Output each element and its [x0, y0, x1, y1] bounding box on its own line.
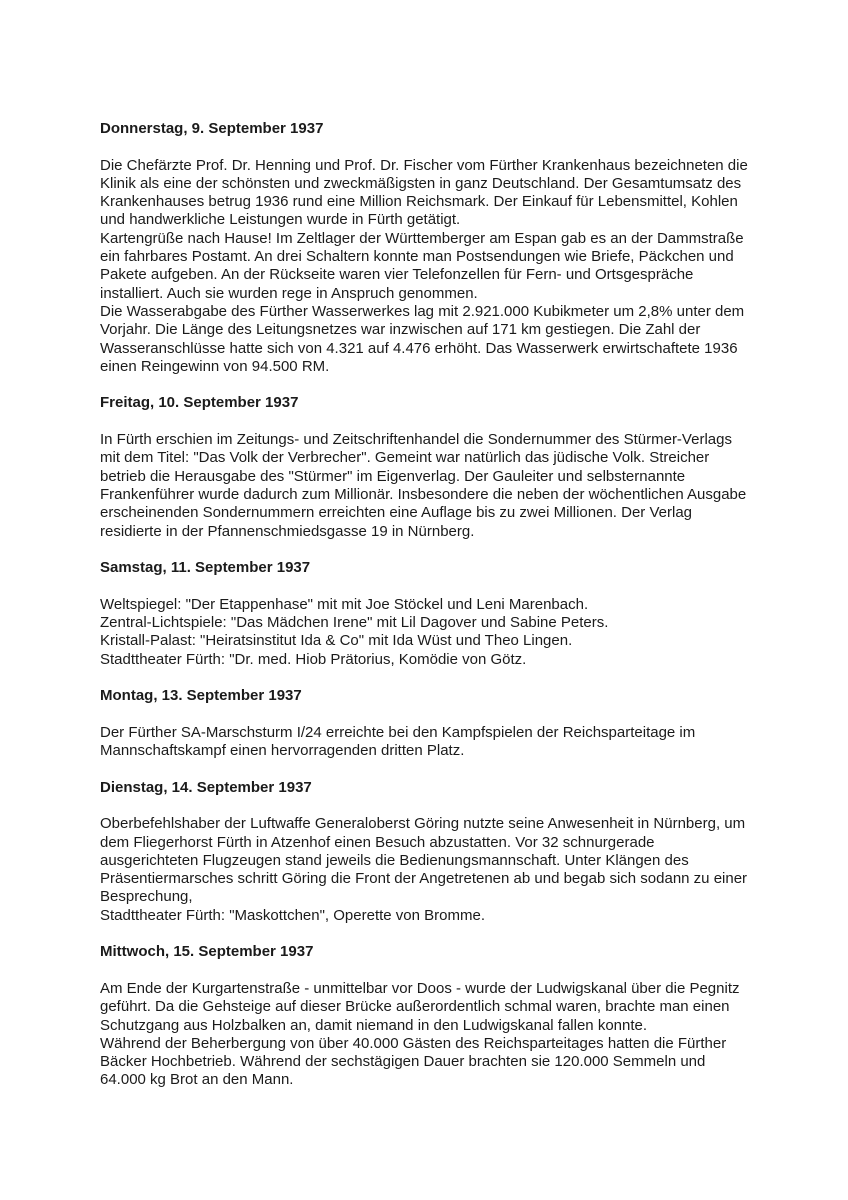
entry-paragraph: Der Fürther SA-Marschsturm I/24 erreichte bei den Kampfspielen der Reichsparteitage im Mannschaftskampf einen hervorragenden dritten Platz.	[100, 723, 696, 760]
entry-date-heading: Samstag, 11. September 1937	[100, 559, 311, 577]
entry-paragraph: Zentral-Lichtspiele: "Das Mädchen Irene" mit Lil Dagover und Sabine Peters.	[100, 614, 609, 632]
entry-paragraph: In Fürth erschien im Zeitungs- und Zeitschriftenhandel die Sondernummer des Stürmer-Verlags mit dem Titel: "Das Volk der Verbrecher". Gemeint war natürlich das jüdische Volk. Streicher betrieb die Herausgabe des "Stürmer" im Eigenverlag. Der Gauleiter und selbsternannte Frankenführer wurde dadurch zum Millionär. Insbesondere die neben der wöchentlichen Ausgabe erscheinenden Sondernummern erreichten eine Auflage bis zu zwei Millionen. Der Verlag residierte in der Pfannenschmiedsgasse 19 in Nürnberg.	[100, 431, 747, 540]
diary-entry-1937-09-11	[100, 559, 748, 669]
entry-paragraph: Am Ende der Kurgartenstraße - unmittelbar vor Doos - wurde der Ludwigskanal über die Pegnitz geführt. Da die Gehsteige auf dieser Brücke außerordentlich schmal waren, brachte man einen Schutzgang aus Holzbalken an, damit niemand in den Ludwigskanal fallen konnte.	[100, 979, 740, 1034]
diary-entry-1937-09-13	[100, 687, 748, 760]
entry-paragraph: Stadttheater Fürth: "Maskottchen", Operette von Bromme.	[100, 906, 485, 924]
entry-date-heading: Donnerstag, 9. September 1937	[100, 120, 324, 137]
diary-entry-1937-09-10	[100, 394, 748, 540]
entry-paragraph: Kristall-Palast: "Heiratsinstitut Ida & Co" mit Ida Wüst und Theo Lingen.	[100, 632, 573, 650]
entry-paragraph: Die Chefärzte Prof. Dr. Henning und Prof. Dr. Fischer vom Fürther Krankenhaus bezeichneten die Klinik als eine der schönsten und zweckmäßigsten in ganz Deutschland. Der Gesamtumsatz des Krankenhauses betrug 1936 rund eine Million Reichsmark. Der Einkauf für Lebensmittel, Kohlen und handwerkliche Leistungen wurde in Fürth getätigt.	[100, 156, 748, 229]
entry-paragraph: Oberbefehlshaber der Luftwaffe Generaloberst Göring nutzte seine Anwesenheit in Nürnberg, um dem Fliegerhorst Fürth in Atzenhof einen Besuch abzustatten. Vor 32 schnurgerade ausgerichteten Flugzeugen stand jeweils die Bedienungsmannschaft. Unter Klängen des Präsentiermarsches schritt Göring die Front der Angetretenen ab und begab sich sodann zu einer Besprechung,	[100, 815, 748, 906]
entry-date-heading: Freitag, 10. September 1937	[100, 394, 299, 412]
entry-paragraph: Die Wasserabgabe des Fürther Wasserwerkes lag mit 2.921.000 Kubikmeter um 2,8% unter dem Vorjahr. Die Länge des Leitungsnetzes war inzwischen auf 171 km gestiegen. Die Zahl der Wasseranschlüsse hatte sich von 4.321 auf 4.476 erhöht. Das Wasserwerk erwirtschaftete 1936 einen Reingewinn von 94.500 RM.	[100, 302, 745, 375]
diary-entry-1937-09-14	[100, 779, 748, 925]
diary-entry-1937-09-09	[100, 120, 748, 376]
entry-paragraph: Stadttheater Fürth: "Dr. med. Hiob Prätorius, Komödie von Götz.	[100, 650, 527, 668]
entry-paragraph: Kartengrüße nach Hause! Im Zeltlager der Württemberger am Espan gab es an der Dammstraße ein fahrbares Postamt. An drei Schaltern konnte man Postsendungen wie Briefe, Päckchen und Pakete aufgeben. An der Rückseite waren vier Telefonzellen für Fern- und Ortsgespräche installiert. Auch sie wurden rege in Anspruch genommen.	[100, 229, 744, 302]
entry-paragraph: Während der Beherbergung von über 40.000 Gästen des Reichsparteitages hatten die Fürther Bäcker Hochbetrieb. Während der sechstägigen Dauer brachten sie 120.000 Semmeln und 64.000 kg Brot an den Mann.	[100, 1034, 727, 1089]
entry-date-heading: Dienstag, 14. September 1937	[100, 778, 312, 796]
entry-date-heading: Montag, 13. September 1937	[100, 687, 302, 705]
entry-date-heading: Mittwoch, 15. September 1937	[100, 943, 314, 961]
entry-paragraph: Weltspiegel: "Der Etappenhase" mit mit Joe Stöckel und Leni Marenbach.	[100, 595, 589, 613]
diary-entry-1937-09-15	[100, 943, 748, 1089]
